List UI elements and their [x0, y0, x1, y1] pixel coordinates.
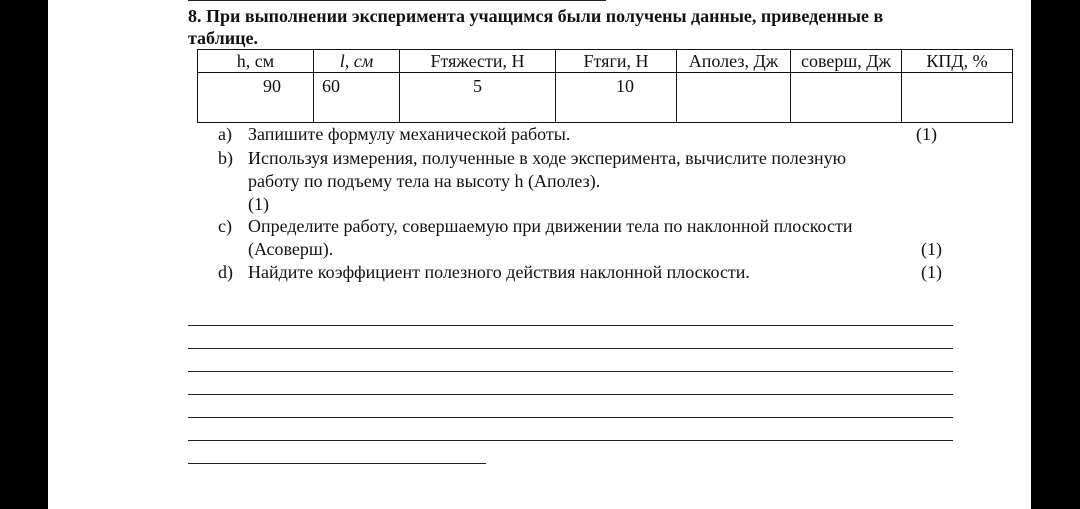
question-c-line-2: (Асоверш).	[248, 239, 334, 259]
cell-a-total[interactable]	[791, 73, 902, 123]
answer-line[interactable]	[188, 325, 953, 326]
answer-line[interactable]	[188, 463, 486, 464]
cell-efficiency[interactable]	[902, 73, 1013, 123]
header-f-gravity: Fтяжести, Н	[400, 50, 556, 73]
top-divider	[188, 0, 606, 1]
answer-line[interactable]	[188, 348, 953, 349]
question-c-marker: c)	[218, 216, 232, 236]
header-a-useful: Аполез, Дж	[677, 50, 791, 73]
answer-line[interactable]	[188, 440, 953, 441]
cell-l: 60	[314, 73, 400, 123]
question-a-score: (1)	[916, 124, 937, 144]
header-h: h, см	[198, 50, 314, 73]
header-f-pull: Fтяги, Н	[556, 50, 677, 73]
question-d-text: Найдите коэффициент полезного действия наклонной плоскости.	[248, 262, 750, 282]
experiment-table	[197, 49, 1013, 123]
cell-a-useful[interactable]	[677, 73, 791, 123]
question-a-marker: a)	[218, 124, 232, 144]
table-row	[198, 73, 1013, 123]
question-b-line-1: Используя измерения, полученные в ходе эксперимента, вычислите полезную	[248, 148, 847, 168]
cell-h: 90	[198, 73, 314, 123]
question-b-score: (1)	[248, 194, 269, 214]
question-a-text: Запишите формулу механической работы.	[248, 124, 571, 144]
answer-line[interactable]	[188, 417, 953, 418]
question-d-score: (1)	[921, 262, 942, 282]
task-title-line-2: таблице.	[188, 28, 258, 48]
header-efficiency: КПД, %	[902, 50, 1013, 73]
header-l: l, см	[314, 50, 400, 73]
cell-f-pull: 10	[556, 73, 677, 123]
question-d-marker: d)	[218, 262, 233, 282]
question-c-line-1: Определите работу, совершаемую при движении тела по наклонной плоскости	[248, 216, 853, 236]
table-header-row	[198, 50, 1013, 73]
worksheet-page	[48, 0, 1031, 509]
cell-f-gravity: 5	[400, 73, 556, 123]
task-title	[188, 5, 988, 49]
question-c-score: (1)	[921, 239, 942, 259]
question-b-marker: b)	[218, 148, 233, 168]
answer-line[interactable]	[188, 371, 953, 372]
answer-line[interactable]	[188, 394, 953, 395]
header-a-total: соверш, Дж	[791, 50, 902, 73]
question-b-line-2: работу по подъему тела на высоту h (Аполез).	[248, 171, 601, 191]
task-title-line-1: 8. При выполнении эксперимента учащимся были получены данные, приведенные в	[188, 6, 884, 26]
